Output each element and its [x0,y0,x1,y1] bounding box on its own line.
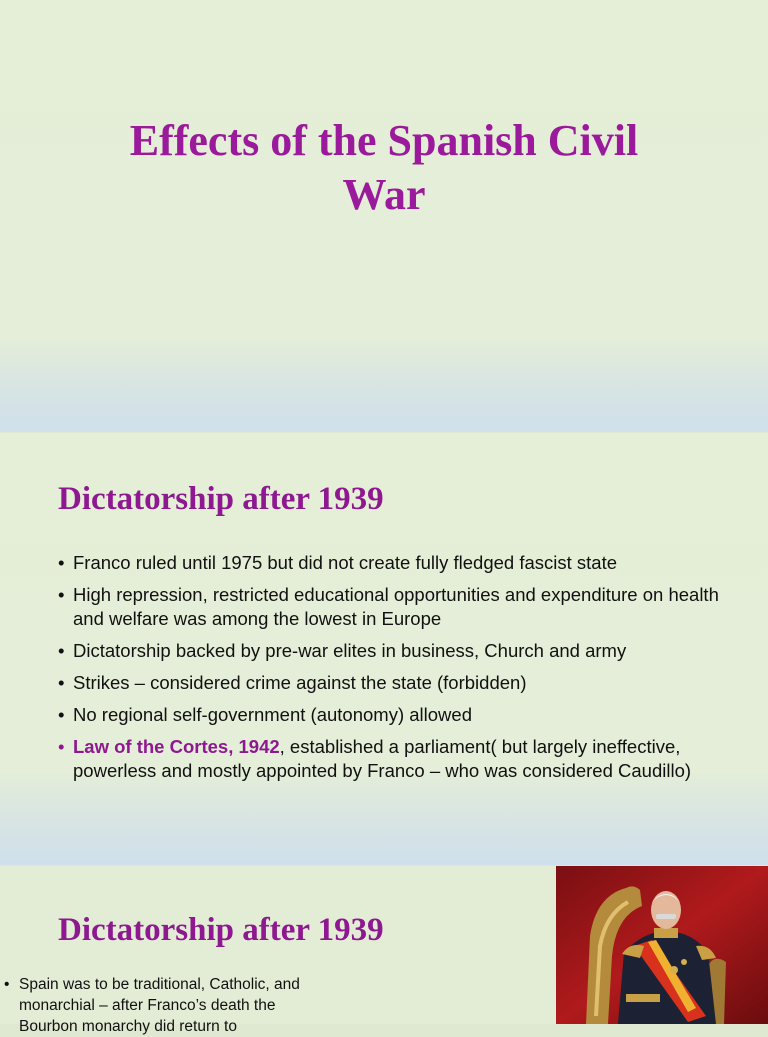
bullet-item: • No regional self-government (autonomy) allowed [58,704,472,725]
slide-title-line-1: Effects of the Spanish Civil [129,116,639,165]
bullet-item: • Dictatorship backed by pre-war elites in business, Church and army [58,640,627,661]
highlight-text: Law of the Cortes, 1942 [73,736,280,757]
bullet-list [58,551,743,791]
bullet-item: • Franco ruled until 1975 but did not create fully fledged fascist state [58,552,618,573]
dictatorship-slide-2 [0,866,768,1035]
title-slide [0,0,768,432]
slide-heading: Dictatorship after 1939 [58,912,384,948]
slide-title-line-2: War [342,170,426,219]
portrait-photo-icon [556,866,768,1024]
portrait-photo [556,866,768,1024]
bullet-item: • High repression, restricted educational opportunities and expenditure on health and welfare was among the lowest in Europe [58,584,719,629]
bullet-item: • Spain was to be traditional, Catholic, and monarchial – after Franco’s death the Bourbon monarchy did return to [4,976,300,1035]
bullet-item: • Strikes – considered crime against the state (forbidden) [58,672,527,693]
dictatorship-slide [0,433,768,865]
slide-heading: Dictatorship after 1939 [58,481,384,517]
slide-title [0,114,768,222]
bullet-list [4,974,319,1037]
bullet-item-highlighted: • Law of the Cortes, 1942, established a parliament( but largely ineffective, powerless and mostly appointed by Franco – who was considered Caudillo) [58,736,692,781]
